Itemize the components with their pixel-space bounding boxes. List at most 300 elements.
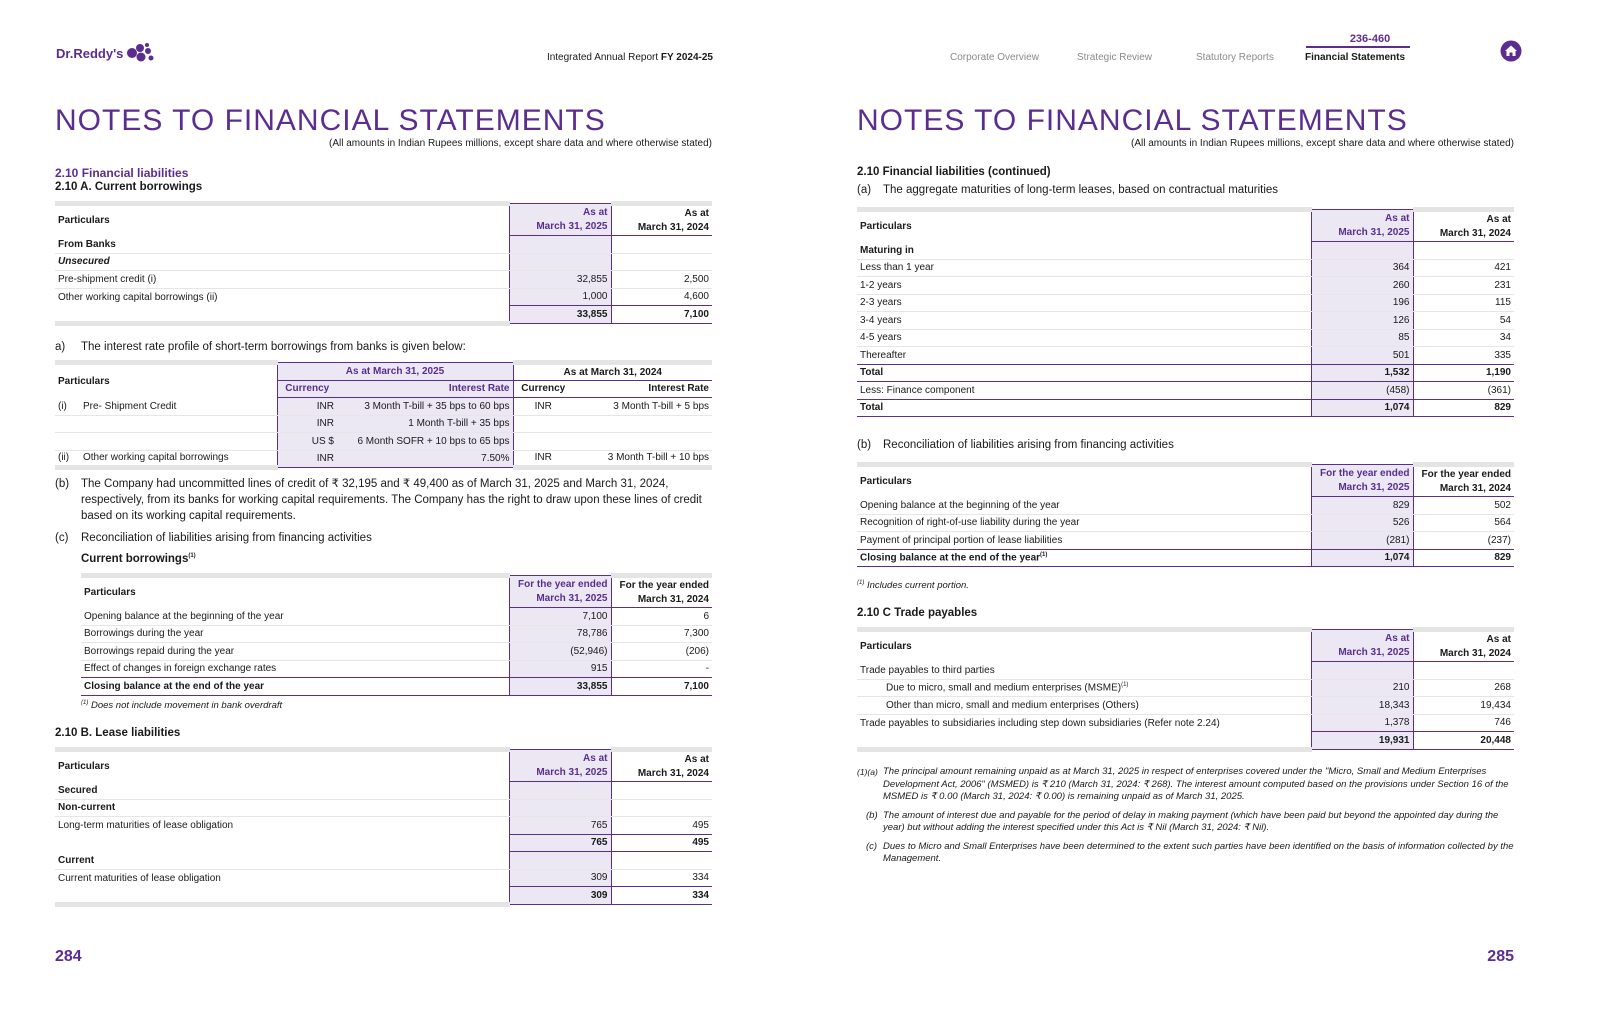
cell-empty (509, 852, 611, 870)
table-header-row (81, 576, 712, 608)
value-2024: 334 (692, 872, 709, 884)
header-col-2024 (611, 204, 712, 236)
page-title: NOTES TO FINANCIAL STATEMENTS (857, 104, 1408, 137)
table-row (857, 347, 1514, 365)
table-row (857, 259, 1514, 277)
footnote-text: Does not include movement in bank overdraft (88, 700, 283, 712)
table-row (55, 869, 712, 887)
currency-2024: INR (513, 450, 573, 468)
header-col-2024-line2: March 31, 2024 (637, 767, 709, 779)
heading-text: Current borrowings (81, 553, 189, 565)
value-2025: (281) (1311, 532, 1413, 550)
table-row (857, 497, 1514, 515)
header-col-2024 (1413, 210, 1514, 242)
table-row (55, 799, 712, 817)
section-heading: 2.10 Financial liabilities (continued) (857, 166, 1051, 178)
value-2024: 335 (1494, 349, 1511, 361)
header-col-2025 (509, 750, 611, 782)
header-col-2025 (509, 576, 611, 608)
header-particulars: Particulars (81, 576, 509, 608)
row-label: Other than micro, small and medium enterprises (Others) (857, 697, 1311, 715)
header-particulars: Particulars (55, 204, 509, 236)
header-2025: As at March 31, 2025 (277, 363, 513, 381)
row-label: Trade payables to subsidiaries including step down subsidiaries (Refer note 2.24) (860, 717, 1220, 729)
total-2025: 1,074 (1311, 399, 1413, 417)
value-2025: 1,000 (509, 288, 611, 306)
cell-empty (611, 236, 712, 254)
value-2025: 1,378 (1311, 714, 1413, 732)
amounts-note: (All amounts in Indian Rupees millions, except share data and where otherwise stated) (329, 138, 712, 149)
row-number: (ii) (55, 450, 80, 468)
total-2024: 334 (611, 887, 712, 905)
header-col-2024-line1: As at (1486, 213, 1511, 225)
header-col-2024 (611, 750, 712, 782)
total-2024: 829 (1413, 549, 1514, 567)
row-label: Unsecured (55, 253, 509, 271)
total-2025: 19,931 (1311, 732, 1413, 750)
table-header-row (857, 210, 1514, 242)
value-2025: (52,946) (509, 643, 611, 661)
value-2024: 746 (1494, 717, 1511, 729)
currency-2025: INR (277, 398, 337, 416)
header-col-2025-line1: For the year ended (1320, 467, 1410, 479)
header-col-2025 (1311, 210, 1413, 242)
value-2025: 85 (1311, 329, 1413, 347)
footnote-mark: (1) (81, 700, 89, 706)
header-col-2025 (1311, 630, 1413, 662)
report-title (547, 52, 713, 63)
header-col-2024 (1413, 465, 1514, 497)
page-number: 284 (55, 948, 82, 965)
value-2025: 526 (1311, 514, 1413, 532)
row-label: Long-term maturities of lease obligation (58, 820, 234, 831)
cell-empty (80, 433, 277, 451)
row-label: Closing balance at the end of the year (81, 678, 509, 696)
footnote-item (857, 766, 1517, 804)
table-row (55, 236, 712, 254)
table-header-row (857, 465, 1514, 497)
value-2024: 564 (1413, 514, 1514, 532)
report-year: FY 2024-25 (660, 52, 713, 63)
row-label: Other working capital borrowings (80, 450, 277, 468)
section-heading: 2.10 Financial liabilities (55, 166, 189, 180)
table-row (55, 398, 712, 416)
section-subheading: 2.10 B. Lease liabilities (55, 727, 181, 739)
para-b (55, 477, 735, 527)
footnote-label: (c) (866, 840, 878, 852)
row-label: Other working capital borrowings (ii) (58, 291, 218, 303)
row-label: Opening balance at the beginning of the year (81, 608, 509, 626)
para-line: respectively, from its banks for working capital requirements. The Company has the right to draw upon these lines of credit (81, 494, 702, 506)
amounts-note: (All amounts in Indian Rupees millions, except share data and where otherwise stated) (1131, 138, 1514, 149)
cell-empty (1413, 662, 1514, 680)
row-label: Pre-shipment credit (i) (55, 271, 509, 289)
row-label: 4-5 years (857, 329, 1311, 347)
row-label: Borrowings during the year (81, 625, 509, 643)
table-total-row (81, 678, 712, 696)
row-label: Total (857, 399, 1311, 417)
header-col-2025-line1: As at (1385, 212, 1410, 224)
rate-2025: 1 Month T-bill + 35 bps (337, 415, 513, 433)
cell-empty (513, 415, 573, 433)
row-label: Pre- Shipment Credit (80, 398, 277, 416)
value-2025: 364 (1311, 259, 1413, 277)
row-label: From Banks (55, 236, 509, 254)
row-label: Current (55, 852, 509, 870)
header-particulars: Particulars (55, 750, 509, 782)
para-text: The aggregate maturities of long-term leases, based on contractual maturities (883, 184, 1279, 196)
header-particulars: Particulars (857, 210, 1311, 242)
row-label: Borrowings repaid during the year (81, 643, 509, 661)
value-2025: 915 (509, 660, 611, 678)
value-2025: 829 (1311, 497, 1413, 515)
value-2024: 115 (1413, 294, 1514, 312)
table-row (857, 532, 1514, 550)
total-2025: 309 (509, 887, 611, 905)
header-col-2024-line1: As at (684, 207, 709, 219)
value-2024: 268 (1413, 679, 1514, 697)
cell-empty (509, 782, 611, 800)
subtotal-2024: 495 (611, 834, 712, 852)
value-2024: 34 (1413, 329, 1514, 347)
footnote (81, 700, 282, 711)
table-row (857, 514, 1514, 532)
header-col-2025-line2: March 31, 2025 (536, 766, 608, 778)
total-2025: 33,855 (509, 306, 611, 324)
currency-2025: INR (277, 450, 337, 468)
table-row (55, 433, 712, 451)
value-2024: 19,434 (1413, 697, 1514, 715)
row-label: Opening balance at the beginning of the year (857, 497, 1311, 515)
table-row (55, 450, 712, 468)
header-col-2024-line1: For the year ended (619, 579, 709, 591)
value-2024: 4,600 (683, 291, 709, 303)
table-row (81, 660, 712, 678)
table-header-row (55, 204, 712, 236)
total-2025: 1,074 (1311, 549, 1413, 567)
table-row (55, 415, 712, 433)
row-label: Non-current (55, 799, 509, 817)
para-line: based on its working capital requirements. (81, 510, 296, 522)
table-subtotal-row (55, 834, 712, 852)
nav-strategic-review[interactable]: Strategic Review (1077, 52, 1153, 63)
table-row (55, 288, 712, 306)
table-row (55, 271, 712, 289)
value-2025: 32,855 (509, 271, 611, 289)
table-row (857, 329, 1514, 347)
cell-empty (573, 415, 712, 433)
cell-empty (611, 253, 712, 271)
nav-corporate-overview[interactable]: Corporate Overview (950, 52, 1039, 63)
header-col-2025-line1: For the year ended (518, 578, 608, 590)
header-interest-rate: Interest Rate (573, 380, 712, 398)
footnote-ref: (1) (188, 553, 196, 560)
table-header-row (55, 363, 712, 381)
header-col-2024-line2: March 31, 2024 (1439, 647, 1511, 659)
value-2024: 54 (1413, 312, 1514, 330)
cell-empty (611, 799, 712, 817)
section-subheading: 2.10 C Trade payables (857, 607, 978, 619)
row-label: Secured (55, 782, 509, 800)
table-row (857, 312, 1514, 330)
para-text: Reconciliation of liabilities arising from financing activities (883, 439, 1174, 451)
value-2024: 502 (1413, 497, 1514, 515)
cell-empty (573, 433, 712, 451)
total-2024: 7,100 (611, 678, 712, 696)
cell-empty (1311, 662, 1413, 680)
value-2024: (237) (1487, 534, 1511, 546)
nav-page-range: 236-460 (1349, 33, 1391, 45)
rate-2025: 6 Month SOFR + 10 bps to 65 bps (337, 433, 513, 451)
header-2024: As at March 31, 2024 (513, 363, 712, 381)
current-borrowings-heading (81, 553, 196, 565)
row-label: 1-2 years (857, 277, 1311, 295)
cell-empty (1311, 242, 1413, 260)
row-label: Current maturities of lease obligation (58, 872, 221, 884)
row-label: Payment of principal portion of lease liabilities (860, 534, 1063, 546)
value-2025: 18,343 (1311, 697, 1413, 715)
cell-empty (55, 834, 509, 852)
row-label: Closing balance at the end of the year (860, 552, 1041, 564)
table-total-row (55, 887, 712, 905)
header-col-2025-line2: March 31, 2025 (536, 592, 608, 604)
header-col-2024-line2: March 31, 2024 (637, 593, 709, 605)
footnote-ref: (1) (1121, 682, 1129, 689)
total-2025: 33,855 (509, 678, 611, 696)
cell-empty (513, 433, 573, 451)
subtotal-2024: 1,190 (1413, 364, 1514, 382)
table-total-row (857, 399, 1514, 417)
table-row (857, 277, 1514, 295)
row-label: Effect of changes in foreign exchange rates (84, 663, 277, 675)
para-line: The Company had uncommitted lines of credit of ₹ 32,195 and ₹ 49,400 as of March 31, 2025 and March 31, 2024, (81, 478, 669, 490)
para-c (55, 531, 712, 547)
cell-empty (509, 799, 611, 817)
rate-2025: 3 Month T-bill + 35 bps to 60 bps (337, 398, 513, 416)
para-label: (c) (55, 532, 69, 544)
table-header-row (55, 750, 712, 782)
value-2024: (361) (1487, 384, 1511, 396)
value-2025: 309 (509, 869, 611, 887)
header-col-2024-line2: March 31, 2024 (1439, 227, 1511, 239)
value-2024: 421 (1413, 259, 1514, 277)
para-text: The interest rate profile of short-term borrowings from banks is given below: (81, 341, 466, 353)
header-particulars: Particulars (857, 630, 1311, 662)
row-label: 3-4 years (857, 312, 1311, 330)
row-label: 2-3 years (857, 294, 1311, 312)
table-row (55, 253, 712, 271)
header-particulars: Particulars (55, 363, 277, 398)
para-label: a) (55, 341, 66, 353)
header-col-2025-line1: As at (583, 206, 608, 218)
row-label: Total (857, 364, 1311, 382)
table-row (81, 625, 712, 643)
footnote-text: The amount of interest due and payable for the period of delay in making payment (which have been paid but beyond the appointed day during the year) but without adding the interest specified under this Act is ₹ Nil (March 31, 2024: ₹ Nil). (883, 809, 1499, 833)
table-header-row (857, 630, 1514, 662)
footnote-text: The principal amount remaining unpaid as at March 31, 2025 in respect of enterprises covered under the "Micro, Small and Medium Enterprises Development Act, 2006" (MSMED) is ₹ 210 (March 31, 2024: ₹ 268). The interest amount computed based on the provisions under Section 16 of the MSMED is ₹ 0.00 (March 31, 2024: ₹ 0.00) is remaining unpaid as of March 31, 2025. (883, 766, 1509, 802)
nav-statutory-reports[interactable]: Statutory Reports (1196, 52, 1274, 63)
report-title-prefix: Integrated Annual Report (546, 52, 661, 63)
footnote-label: (b) (866, 809, 878, 821)
para-a (857, 183, 1514, 199)
nav-active-indicator (1306, 46, 1410, 48)
currency-2025: US $ (277, 433, 337, 451)
header-col-2024 (1413, 630, 1514, 662)
row-label: Due to micro, small and medium enterprises (MSME) (886, 682, 1122, 694)
subtotal-2025: 1,532 (1311, 364, 1413, 382)
cell-empty (857, 732, 1311, 750)
header-col-2025-line1: As at (1385, 632, 1410, 644)
value-2024: 7,300 (611, 625, 712, 643)
value-2025: 196 (1311, 294, 1413, 312)
total-2024: 829 (1413, 399, 1514, 417)
currency-2024: INR (513, 398, 573, 416)
value-2025: 260 (1311, 277, 1413, 295)
header-col-2025-line2: March 31, 2025 (1338, 481, 1410, 493)
header-col-2024-line1: For the year ended (1421, 468, 1511, 480)
trade-payables-table (857, 627, 1514, 752)
para-label: (a) (857, 184, 872, 196)
table-row (81, 643, 712, 661)
cell-empty (55, 306, 509, 324)
para-label: (b) (55, 478, 70, 490)
value-2025: (458) (1311, 382, 1413, 400)
header-col-2024-line2: March 31, 2024 (1439, 482, 1511, 494)
value-2024: 231 (1413, 277, 1514, 295)
row-label: Thereafter (860, 349, 907, 361)
nav-financial-statements[interactable]: Financial Statements (1305, 52, 1406, 63)
cell-empty (55, 433, 80, 451)
header-col-2025-line2: March 31, 2025 (1338, 226, 1410, 238)
logo-mark-icon (126, 42, 156, 64)
table-row (857, 697, 1514, 715)
lease-maturities-table (857, 207, 1514, 417)
table-row (55, 852, 712, 870)
row-label: Trade payables to third parties (857, 662, 1311, 680)
cell-empty (55, 887, 509, 905)
trade-payables-footnotes (857, 766, 1517, 872)
para-label: (b) (857, 439, 872, 451)
table-row (857, 662, 1514, 680)
cell-empty (611, 852, 712, 870)
header-col-2025-line2: March 31, 2025 (536, 220, 608, 232)
cell-empty (611, 782, 712, 800)
total-2024: 7,100 (611, 306, 712, 324)
table-total-row (857, 732, 1514, 750)
cell-empty (55, 415, 80, 433)
cell-empty (509, 236, 611, 254)
home-icon[interactable] (1500, 40, 1522, 62)
header-col-2025-line2: March 31, 2025 (1338, 646, 1410, 658)
footnote-text: Dues to Micro and Small Enterprises have been determined to the extent such parties have been identified on the basis of information collected by the Management. (883, 840, 1514, 864)
table-row (857, 294, 1514, 312)
header-col-2024-line1: As at (1486, 633, 1511, 645)
table-subtotal-row (857, 364, 1514, 382)
row-label: Less than 1 year (857, 259, 1311, 277)
row-label: Less: Finance component (860, 384, 975, 396)
value-2025: 501 (1311, 347, 1413, 365)
table-row (857, 242, 1514, 260)
footnote-label: (1)(a) (857, 767, 878, 777)
row-number: (i) (55, 398, 80, 416)
currency-2025: INR (277, 415, 337, 433)
rate-2024: 3 Month T-bill + 5 bps (573, 398, 712, 416)
value-2024: 495 (692, 819, 709, 831)
value-2025: 210 (1311, 679, 1413, 697)
closing-label (857, 549, 1311, 567)
logo-text: Dr.Reddy's (56, 45, 124, 61)
total-2024: 20,448 (1413, 732, 1514, 750)
header-col-2025-line1: As at (583, 752, 608, 764)
subtotal-2025: 765 (509, 834, 611, 852)
table-row (857, 382, 1514, 400)
borrowings-reconciliation-table (81, 573, 712, 696)
header-interest-rate: Interest Rate (337, 380, 513, 398)
table-row (55, 817, 712, 835)
value-2025: 126 (1311, 312, 1413, 330)
row-label: Maturing in (857, 242, 1311, 260)
table-row (857, 679, 1514, 697)
value-2025: 78,786 (509, 625, 611, 643)
value-2024: 2,500 (611, 271, 712, 289)
row-label: Recognition of right-of-use liability during the year (857, 514, 1311, 532)
value-2024: - (705, 663, 709, 675)
table-row (81, 608, 712, 626)
footnote-item (857, 810, 1517, 835)
company-logo[interactable] (56, 42, 156, 64)
para-text: Reconciliation of liabilities arising from financing activities (81, 532, 372, 544)
footnote-text: Includes current portion. (864, 580, 969, 592)
table-total-row (857, 549, 1514, 567)
footnote-item (857, 841, 1517, 866)
header-currency: Currency (277, 380, 337, 398)
header-col-2025 (1311, 465, 1413, 497)
header-col-2024-line1: As at (684, 753, 709, 765)
rate-2024: 3 Month T-bill + 10 bps (573, 450, 712, 468)
header-col-2024-line2: March 31, 2024 (637, 221, 709, 233)
cell-empty (509, 253, 611, 271)
value-2025: 765 (509, 817, 611, 835)
table-row (857, 714, 1514, 732)
para-a (55, 340, 712, 356)
header-particulars: Particulars (857, 465, 1311, 497)
table-total-row (55, 306, 712, 324)
lease-reconciliation-table (857, 462, 1514, 567)
footnote (857, 580, 969, 591)
header-col-2024 (611, 576, 712, 608)
cell-empty (1413, 242, 1514, 260)
right-page (800, 0, 1600, 1012)
value-2024: (206) (611, 643, 712, 661)
table-row (55, 782, 712, 800)
header-col-2025 (509, 204, 611, 236)
value-2024: 6 (611, 608, 712, 626)
value-2025: 7,100 (509, 608, 611, 626)
footnote-mark: (1) (857, 580, 865, 586)
interest-rate-table (55, 360, 712, 470)
page-number: 285 (1487, 948, 1514, 965)
cell-empty (80, 415, 277, 433)
current-borrowings-table (55, 201, 712, 326)
header-currency: Currency (513, 380, 573, 398)
section-subheading: 2.10 A. Current borrowings (55, 181, 203, 193)
para-b (857, 438, 1514, 454)
msme-label (857, 679, 1311, 697)
footnote-ref: (1) (1040, 552, 1048, 559)
page-title: NOTES TO FINANCIAL STATEMENTS (55, 104, 606, 137)
lease-liabilities-table (55, 747, 712, 907)
rate-2025: 7.50% (337, 450, 513, 468)
